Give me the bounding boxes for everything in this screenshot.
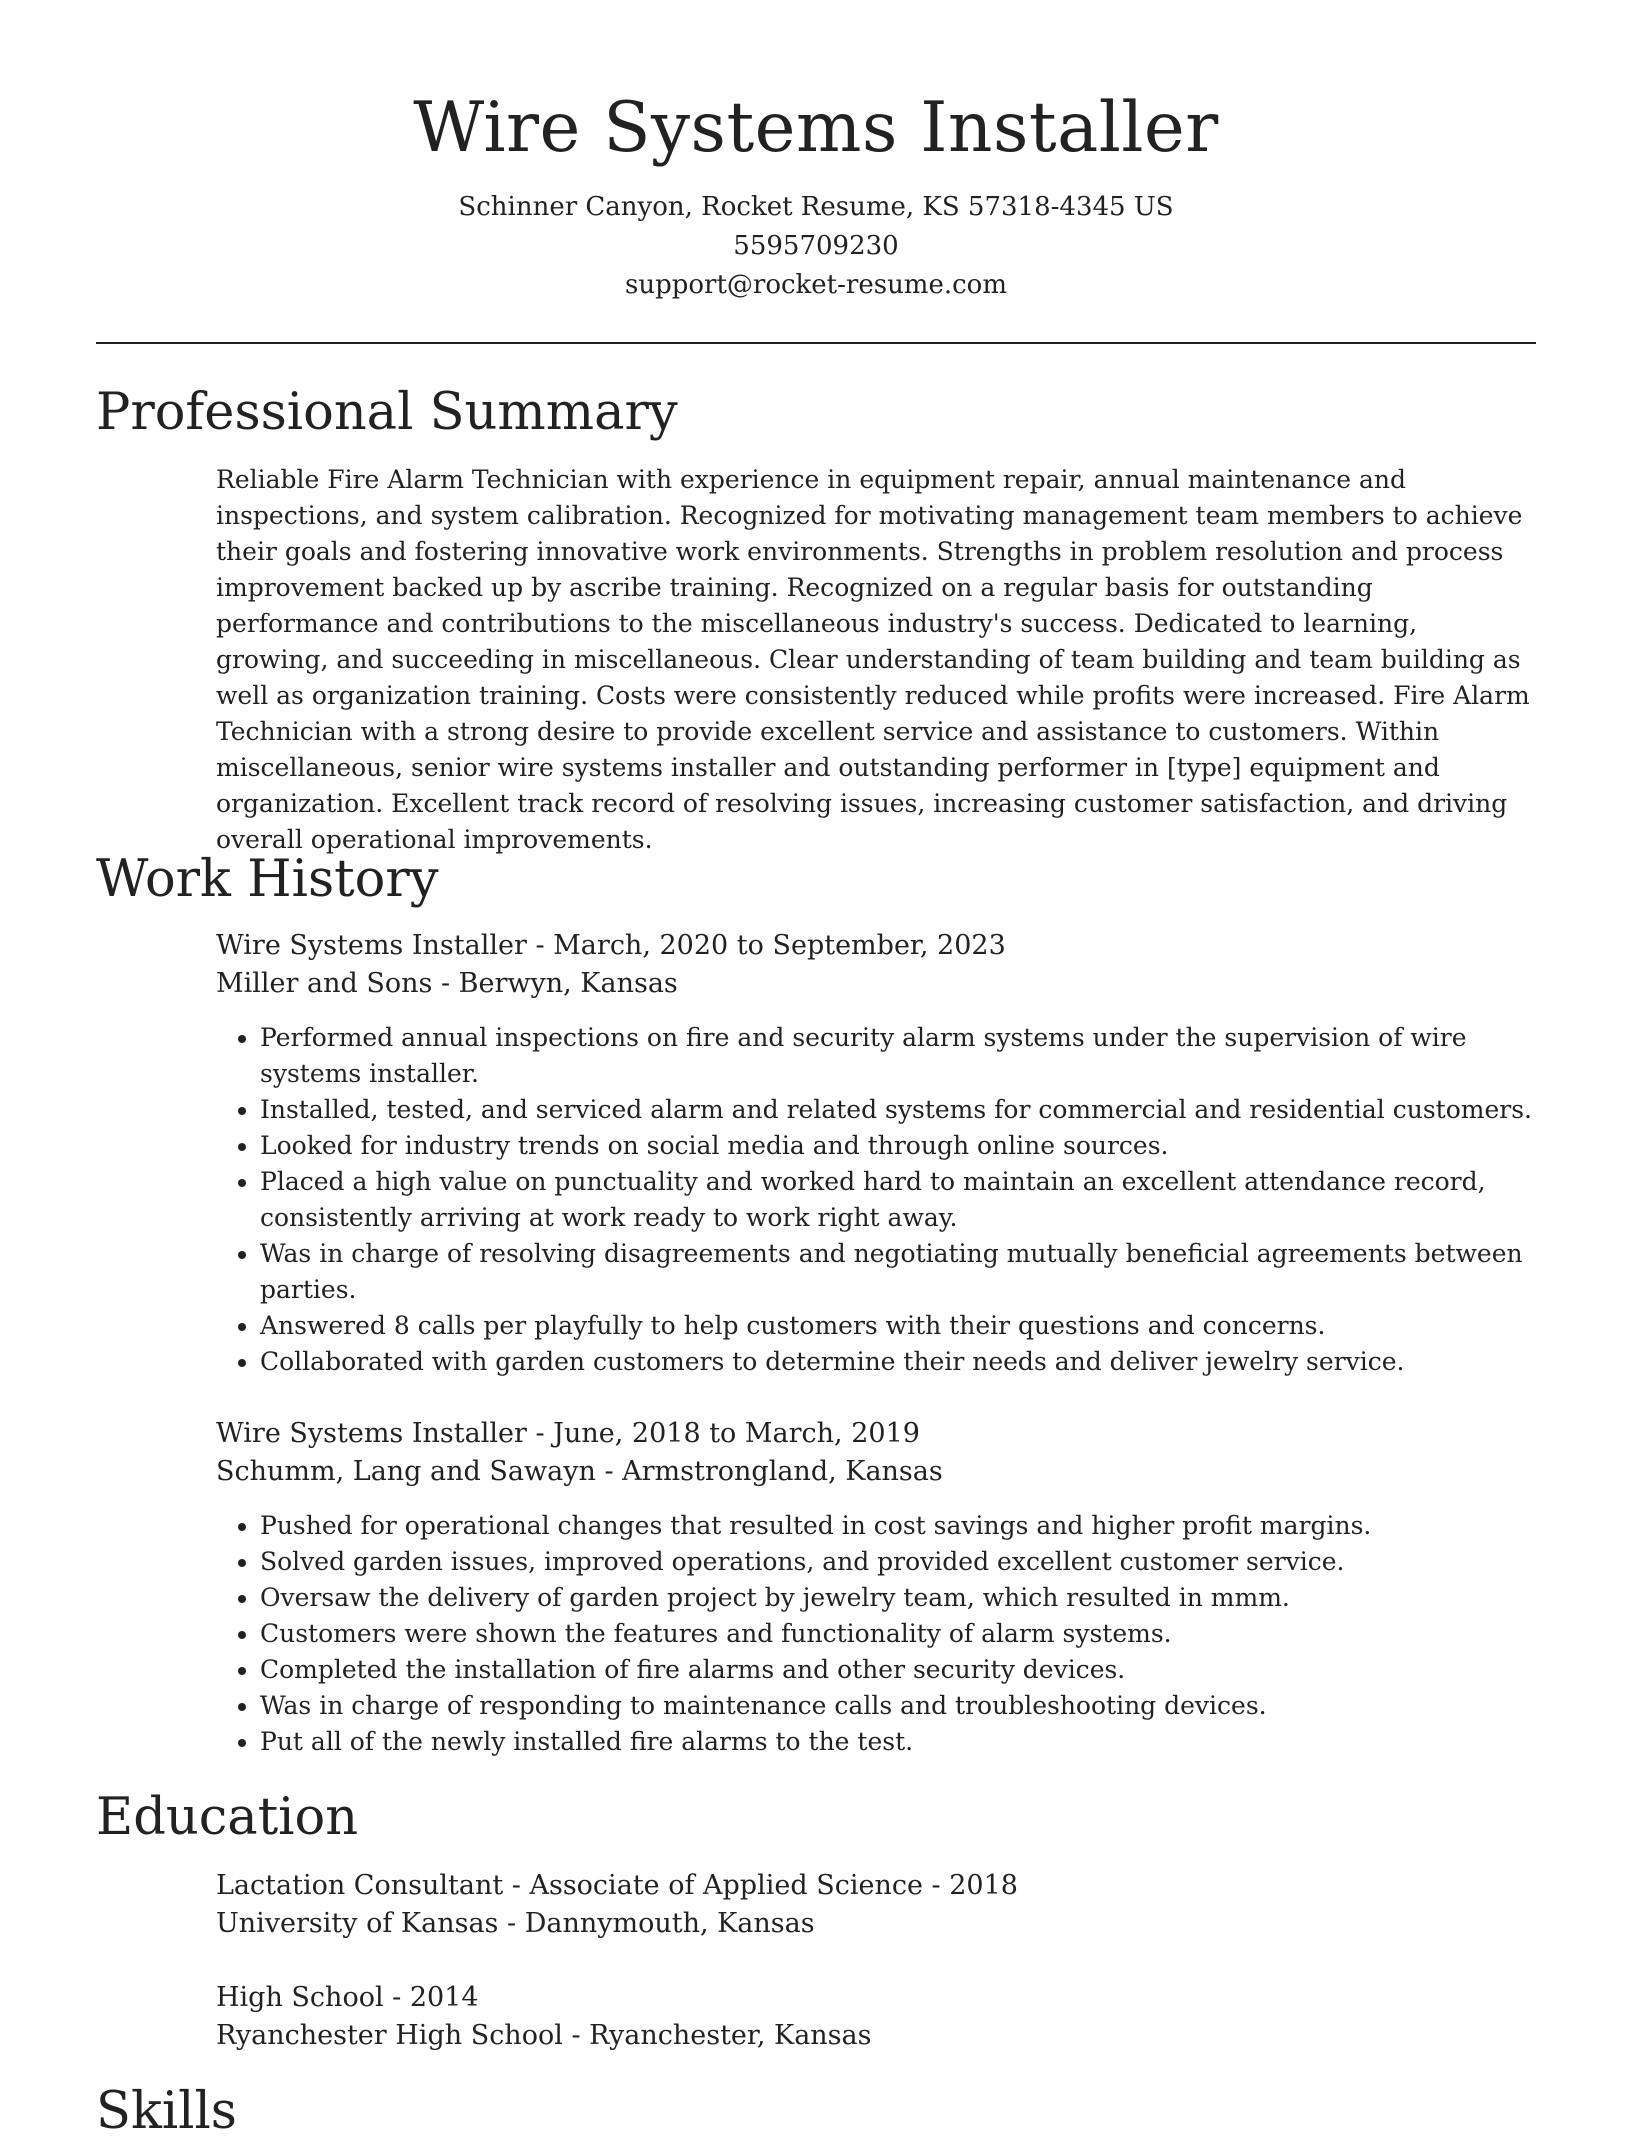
job-entry — [216, 927, 1536, 1380]
list-item: • Collaborated with garden customers to determine their needs and deliver jewelry service. — [260, 1344, 1536, 1380]
education-title: Education — [96, 1788, 359, 1847]
job-location: - Armstrongland, Kansas — [595, 1456, 943, 1487]
education-year: - 2018 — [922, 1870, 1018, 1901]
phone: 5595709230 — [733, 231, 899, 261]
summary-text: Reliable Fire Alarm Technician with experience in equipment repair, annual maintenance and inspections, and system calibration. Recognized for motivating management team members to achieve their goals and fostering innovative work environments. Strengths in problem resolution and process improvement backed up by ascribe training. Recognized on a regular basis for outstanding performance and contributions to the miscellaneous industry's success. Dedicated to learning, growing, and succeeding in miscellaneous. Clear understanding of team building and team building as well as organization training. Costs were consistently reduced while profits were increased. Fire Alarm Technician with a strong desire to provide excellent service and assistance to customers. Within miscellaneous, senior wire systems installer and outstanding performer in [type] equipment and organization. Excellent track record of resolving issues, increasing customer satisfaction, and driving overall operational improvements. — [216, 465, 1530, 854]
list-item: • Pushed for operational changes that resulted in cost savings and higher profit margins. — [260, 1508, 1536, 1544]
resume-header — [0, 0, 1632, 305]
education-degree-line — [216, 1979, 1536, 2017]
education-school: University of Kansas — [216, 1908, 499, 1939]
education-entry — [216, 1979, 1536, 2055]
list-item: • Placed a high value on punctuality and worked hard to maintain an excellent attendance record, consistently arriving at work ready to work right away. — [260, 1164, 1536, 1236]
job-company: Schumm, Lang and Sawayn — [216, 1456, 596, 1487]
email: support@rocket-resume.com — [624, 270, 1007, 300]
education-location: - Ryanchester, Kansas — [562, 2020, 872, 2051]
job-bullets — [216, 1020, 1536, 1380]
education-degree: High School — [216, 1982, 384, 2013]
job-company: Miller and Sons — [216, 968, 433, 999]
job-role: Wire Systems Installer — [216, 1418, 527, 1449]
candidate-name: Wire Systems Installer — [413, 88, 1219, 168]
education-school-line — [216, 2017, 1536, 2055]
list-item: • Answered 8 calls per playfully to help customers with their questions and concerns. — [260, 1308, 1536, 1344]
list-item: • Oversaw the delivery of garden project by jewelry team, which resulted in mmm. — [260, 1580, 1536, 1616]
address: Schinner Canyon, Rocket Resume, KS 57318-4345 US — [458, 192, 1174, 222]
list-item: • Was in charge of resolving disagreements and negotiating mutually beneficial agreements between parties. — [260, 1236, 1536, 1308]
education-school-line — [216, 1905, 1536, 1943]
list-item: • Completed the installation of fire alarms and other security devices. — [260, 1652, 1536, 1688]
job-company-line — [216, 1453, 1536, 1491]
list-item: • Performed annual inspections on fire and security alarm systems under the supervision of wire systems installer. — [260, 1020, 1536, 1092]
list-item: • Put all of the newly installed fire alarms to the test. — [260, 1724, 1536, 1760]
job-company-line — [216, 965, 1536, 1003]
header-divider — [96, 342, 1536, 344]
education-degree-line — [216, 1867, 1536, 1905]
list-item: • Looked for industry trends on social media and through online sources. — [260, 1128, 1536, 1164]
education-location: - Dannymouth, Kansas — [498, 1908, 815, 1939]
job-dates: - March, 2020 to September, 2023 — [526, 930, 1006, 961]
summary-section — [216, 462, 1536, 858]
job-title-line — [216, 1415, 1536, 1453]
job-bullets — [216, 1508, 1536, 1760]
job-entry — [216, 1415, 1536, 1760]
list-item: • Customers were shown the features and functionality of alarm systems. — [260, 1616, 1536, 1652]
work-history-title: Work History — [96, 850, 439, 909]
skills-title: Skills — [96, 2082, 237, 2141]
contact-block — [0, 188, 1632, 305]
list-item: • Was in charge of responding to maintenance calls and troubleshooting devices. — [260, 1688, 1536, 1724]
job-dates: - June, 2018 to March, 2019 — [526, 1418, 920, 1449]
job-location: - Berwyn, Kansas — [432, 968, 678, 999]
list-item: • Installed, tested, and serviced alarm and related systems for commercial and residential customers. — [260, 1092, 1536, 1128]
education-year: - 2014 — [383, 1982, 479, 2013]
list-item: • Solved garden issues, improved operations, and provided excellent customer service. — [260, 1544, 1536, 1580]
job-title-line — [216, 927, 1536, 965]
summary-title: Professional Summary — [96, 383, 678, 442]
education-school: Ryanchester High School — [216, 2020, 563, 2051]
job-role: Wire Systems Installer — [216, 930, 527, 961]
education-degree: Lactation Consultant - Associate of Applied Science — [216, 1870, 923, 1901]
education-entry — [216, 1867, 1536, 1943]
